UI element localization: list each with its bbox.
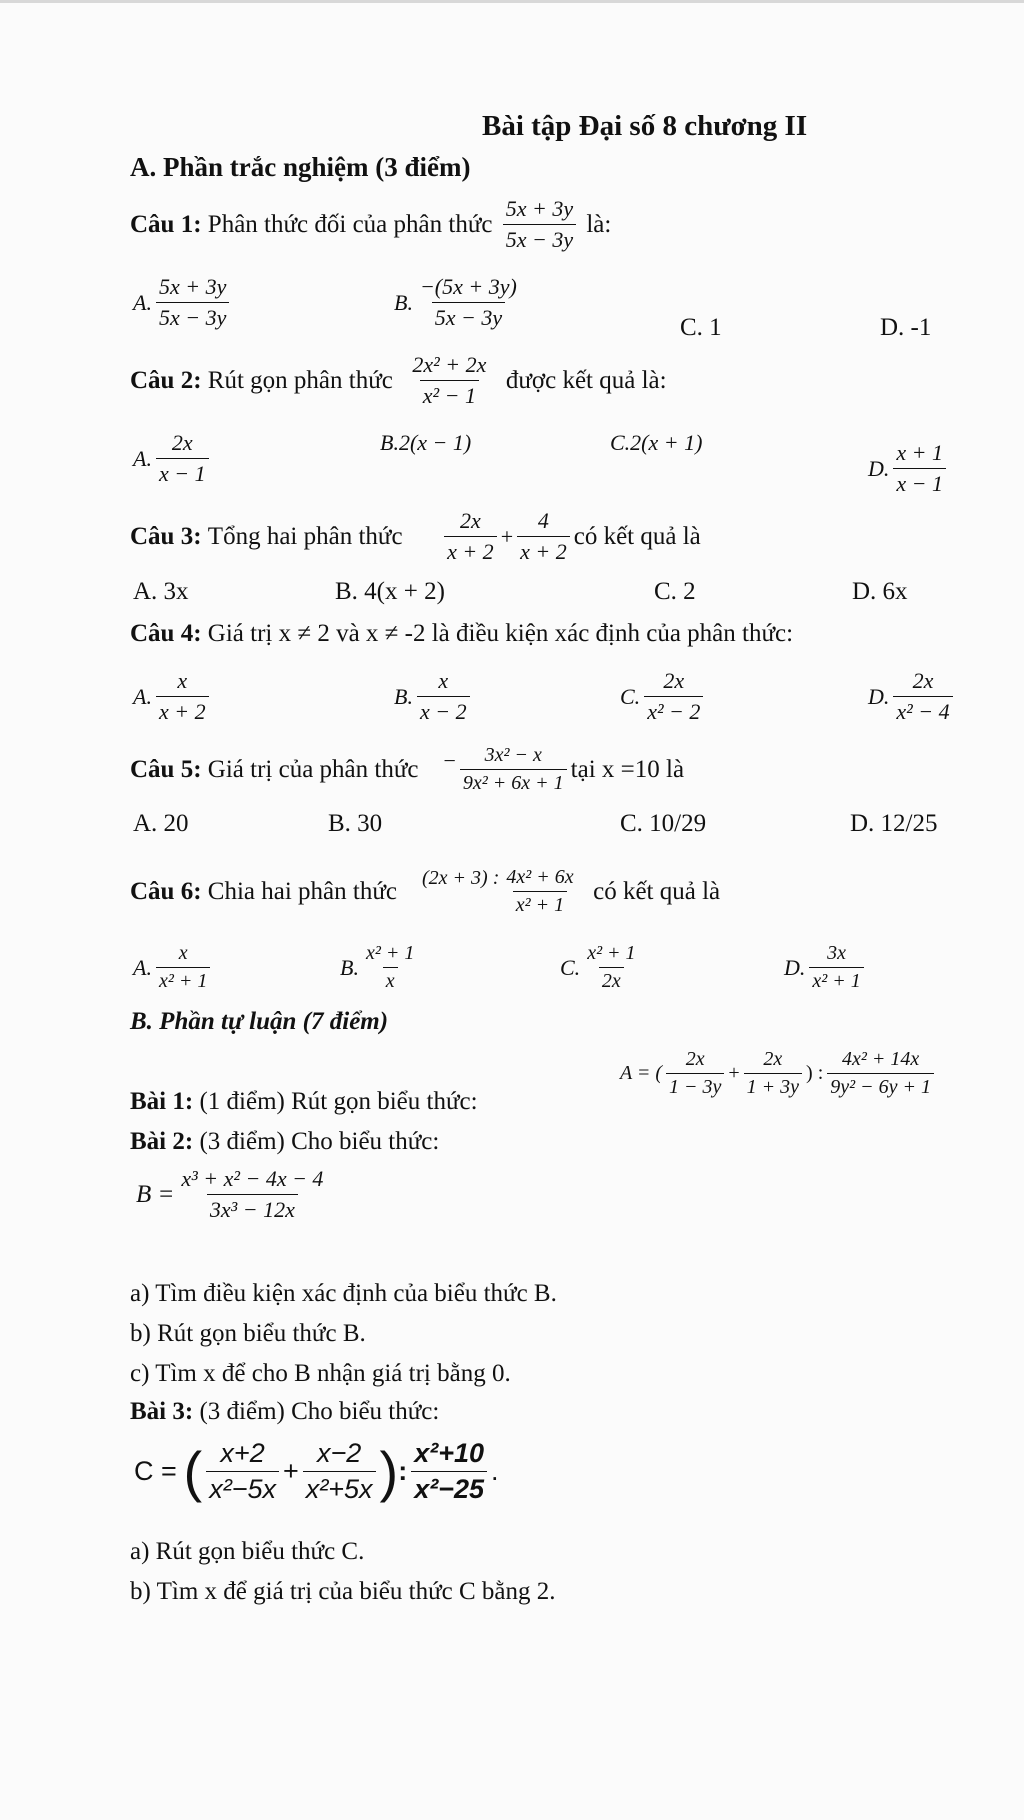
q3-option-a: A. 3x [133, 578, 189, 605]
q3-option-b: B. 4(x + 2) [335, 578, 445, 605]
q5-option-b: B. 30 [328, 810, 383, 837]
q2-option-a: A. $\frac{2x}{x - 1}$ [133, 430, 213, 487]
q3-option-d: D. 6x [852, 578, 908, 605]
top-border [0, 0, 1024, 3]
q6-option-a: A. $\frac{x}{\text{x² + 1}}$ [133, 942, 214, 993]
exercise-2-part-b: b) Rút gọn biểu thức B. [130, 1320, 366, 1347]
q1-fraction: $\frac{5x + 3y}{5x - 3y}$ [503, 196, 576, 253]
exercise-2-expression: B = $\frac{\text{x³ + x² − 4x − 4}}{\text{3x³ − 12x}}$ [136, 1166, 324, 1222]
q1-option-a: A. $\frac{5x + 3y}{5x - 3y}$ [133, 274, 233, 331]
q2-option-b: B.2(x − 1) [380, 430, 472, 455]
q6-option-b: B. $\frac{\text{x² + 1}}{x}$ [340, 942, 415, 992]
q3-option-c: C. 2 [654, 578, 696, 605]
q6-option-d: D. $\frac{3x}{\text{x² + 1}}$ [784, 942, 868, 993]
q1-option-c: C. 1 [680, 314, 722, 341]
exercise-1-expression: A = ( $\frac{2x}{1 - 3y}$ + $\frac{2x}{1 + 3y}$ ) : $\frac{\text{4x² + 14x}}{\text{9y² − 6y + 1}}$ [620, 1048, 938, 1099]
exercise-1: Bài 1: (1 điểm) Rút gọn biểu thức: [130, 1088, 478, 1115]
q6-option-c: C. $\frac{\text{x² + 1}}{2x}$ [560, 942, 636, 992]
question-2: Câu 2: Rút gọn phân thức $\frac{\text{2x² + 2x}}{\text{x² − 1}}$ được kết quả là: [130, 352, 667, 408]
q4-option-c: C. $\frac{2x}{\text{x² − 2}}$ [620, 668, 707, 725]
q1-option-b: B. $\frac{-(5x + 3y)}{5x - 3y}$ [394, 274, 517, 330]
page-title: Bài tập Đại số 8 chương II [482, 110, 808, 142]
exercise-2: Bài 2: (3 điểm) Cho biểu thức: [130, 1128, 440, 1155]
q5-option-d: D. 12/25 [850, 810, 938, 837]
q4-option-d: D. $\frac{2x}{\text{x² − 4}}$ [868, 668, 957, 725]
question-5: Câu 5: Giá trị của phân thức − $\frac{\text{3x² − x}}{\text{9x² + 6x + 1}}$ tại x =10 là [130, 744, 685, 794]
q5-option-c: C. 10/29 [620, 810, 707, 837]
q5-option-a: A. 20 [133, 810, 189, 837]
q2-option-d: D. $\frac{x + 1}{x - 1}$ [868, 440, 950, 497]
q2-fraction: $\frac{\text{2x² + 2x}}{\text{x² − 1}}$ [412, 352, 487, 408]
exercise-2-part-a: a) Tìm điều kiện xác định của biểu thức B. [130, 1280, 557, 1307]
exercise-3-part-b: b) Tìm x để giá trị của biểu thức C bằng 2. [130, 1578, 556, 1605]
exercise-3-part-a: a) Rút gọn biểu thức C. [130, 1538, 365, 1565]
question-6: Câu 6: Chia hai phân thức (2x + 3) : $\frac{\text{4x² + 6x}}{\text{x² + 1}}$ có kết quả là [130, 866, 721, 916]
q2-option-c: C.2(x + 1) [610, 430, 703, 455]
exercise-3-expression: C = ( $\frac{x+2}{\text{x²−5x}}$ + $\frac{x-2}{\text{x²+5x}}$ ) : $\frac{\text{x²+10}}{\text{x²−25}}$ . [134, 1438, 499, 1504]
question-1: Câu 1: Phân thức đối của phân thức $\frac{5x + 3y}{5x - 3y}$ là: [130, 196, 612, 252]
exercise-2-part-c: c) Tìm x để cho B nhận giá trị bằng 0. [130, 1360, 511, 1387]
question-3: Câu 3: Tổng hai phân thức $\frac{2x}{x + 2}$ + $\frac{4}{x + 2}$ có kết quả là [130, 508, 701, 564]
q4-option-a: A. $\frac{x}{x + 2}$ [133, 668, 213, 725]
q1-option-d: D. -1 [880, 314, 932, 341]
part-b-heading: B. Phần tự luận (7 điểm) [130, 1008, 389, 1035]
part-a-heading: A. Phần trắc nghiệm (3 điểm) [130, 152, 471, 182]
question-4: Câu 4: Giá trị x ≠ 2 và x ≠ -2 là điều kiện xác định của phân thức: [130, 620, 794, 647]
q4-option-b: B. $\frac{x}{x - 2}$ [394, 668, 474, 725]
exercise-3: Bài 3: (3 điểm) Cho biểu thức: [130, 1398, 440, 1425]
